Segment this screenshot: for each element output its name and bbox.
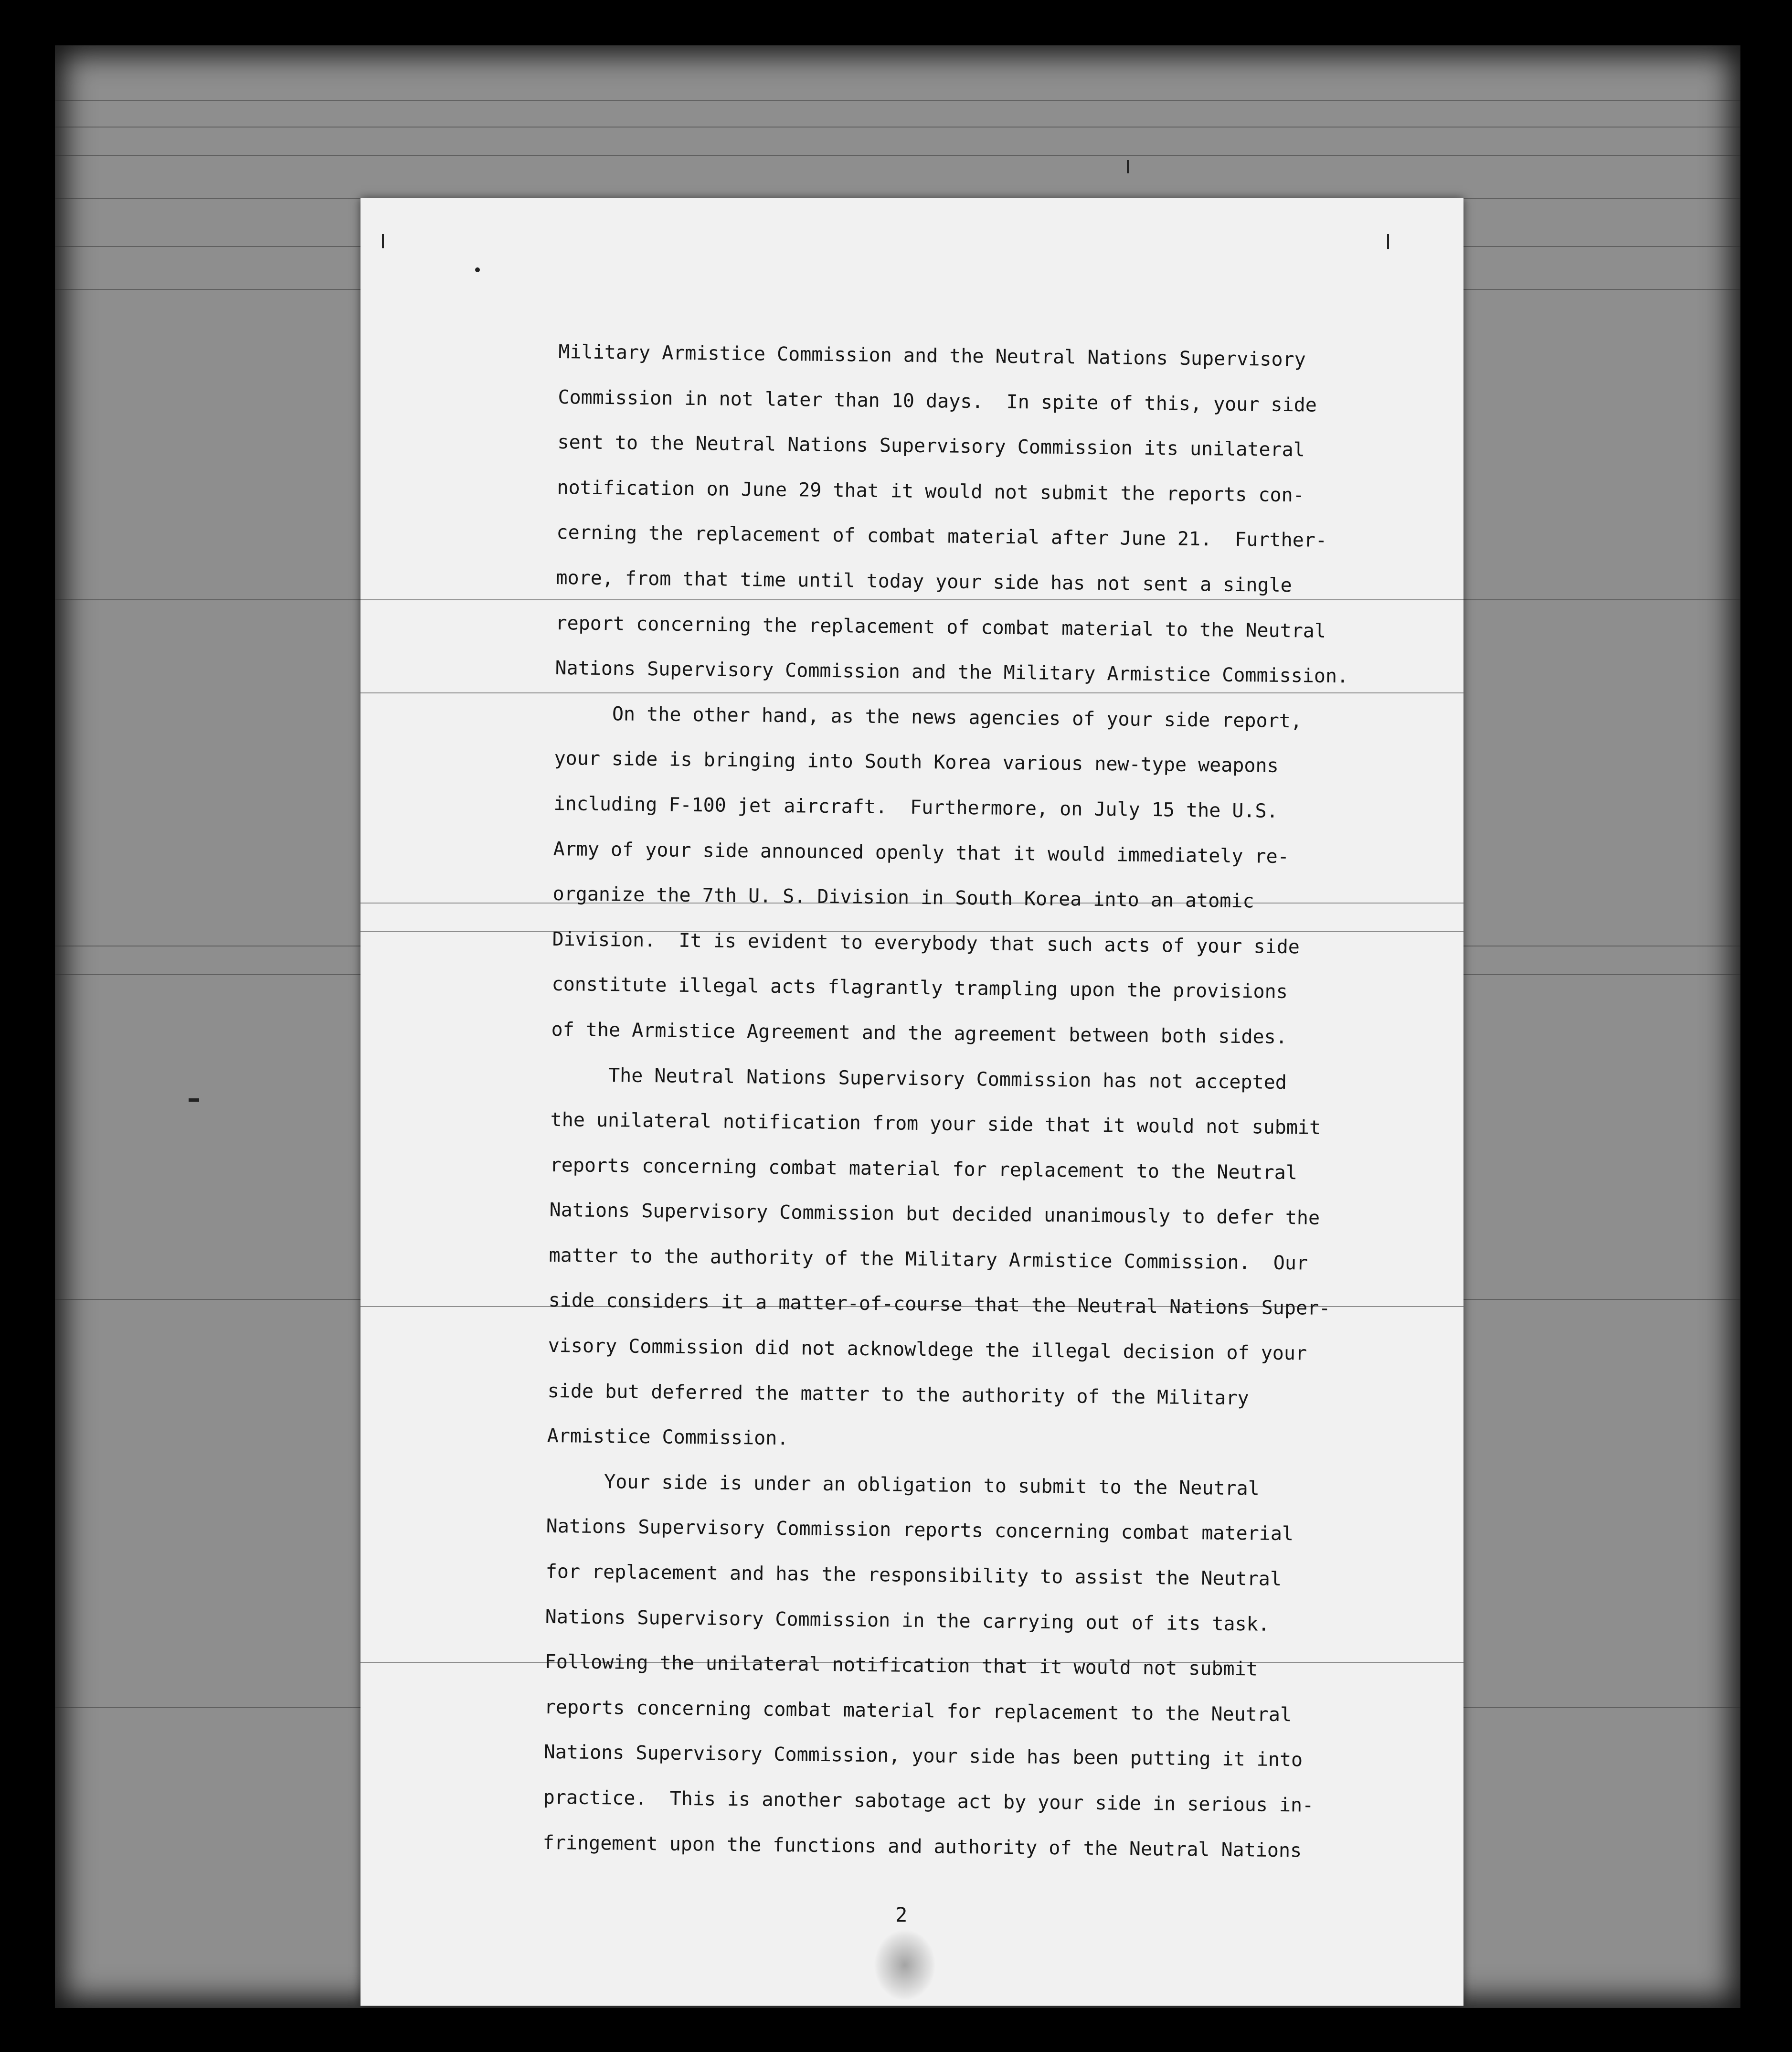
text-line: sent to the Neutral Nations Supervisory Commission its unilateral <box>557 431 1305 461</box>
text-line: side considers it a matter-of-course that the Neutral Nations Super- <box>548 1289 1331 1320</box>
ink-smudge <box>874 1929 936 2001</box>
text-line: Following the unilateral notification that it would not submit <box>544 1651 1258 1680</box>
text-line: notification on June 29 that it would not submit the reports con- <box>557 476 1305 507</box>
typed-text-body <box>542 330 1394 1874</box>
film-scratch-mark <box>1127 160 1129 173</box>
text-line: the unilateral notification from your side that it would not submit <box>550 1109 1321 1139</box>
text-line: fringement upon the functions and authority of the Neutral Nations <box>542 1831 1302 1862</box>
text-line: organize the 7th U. S. Division in South Korea into an atomic <box>552 883 1254 913</box>
text-line: The Neutral Nations Supervisory Commission has not accepted <box>551 1063 1287 1094</box>
text-line: Military Armistice Commission and the Neutral Nations Supervisory <box>558 340 1306 371</box>
text-line: your side is bringing into South Korea various new-type weapons <box>554 747 1279 777</box>
text-line: Nations Supervisory Commission and the Military Armistice Commission. <box>555 657 1349 688</box>
text-line: visory Commission did not acknowldege the illegal decision of your <box>548 1334 1307 1365</box>
text-line: including F-100 jet aircraft. Furthermore, on July 15 the U.S. <box>553 792 1278 822</box>
film-ruling-line <box>55 127 1740 128</box>
film-speck-mark <box>189 1098 199 1102</box>
text-line: Armistice Commission. <box>547 1425 789 1450</box>
film-ruling-line <box>55 155 1740 156</box>
text-line: Your side is under an obligation to submit to the Neutral <box>546 1470 1260 1500</box>
text-line: report concerning the replacement of combat material to the Neutral <box>555 612 1326 642</box>
text-line: cerning the replacement of combat material after June 21. Further- <box>556 521 1327 552</box>
text-line: reports concerning combat material for replacement to the Neutral <box>544 1696 1292 1726</box>
text-line: Nations Supervisory Commission in the carrying out of its task. <box>545 1605 1270 1636</box>
page-number: 2 <box>895 1903 908 1926</box>
text-line: practice. This is another sabotage act by your side in serious in- <box>543 1786 1314 1817</box>
text-line: Nations Supervisory Commission but decided unanimously to defer the <box>549 1199 1320 1230</box>
film-speck-mark <box>475 267 480 272</box>
text-line: Commission in not later than 10 days. In spite of this, your side <box>558 386 1317 416</box>
text-line: Army of your side announced openly that it would immediately re- <box>553 838 1290 868</box>
text-line: matter to the authority of the Military Armistice Commission. Our <box>549 1244 1308 1275</box>
text-line: Nations Supervisory Commission reports concerning combat material <box>546 1515 1294 1545</box>
text-line: of the Armistice Agreement and the agreement between both sides. <box>551 1018 1288 1048</box>
text-line: Nations Supervisory Commission, your side has been putting it into <box>543 1741 1303 1771</box>
text-line: constitute illegal acts flagrantly trampling upon the provisions <box>551 973 1288 1003</box>
text-line: for replacement and has the responsibility to assist the Neutral <box>545 1560 1282 1591</box>
text-line: more, from that time until today your side has not sent a single <box>556 566 1292 597</box>
film-scratch-mark <box>382 234 384 248</box>
text-line: side but deferred the matter to the authority of the Military <box>547 1380 1249 1409</box>
text-line: reports concerning combat material for replacement to the Neutral <box>550 1154 1298 1184</box>
text-line: On the other hand, as the news agencies of your side report, <box>554 702 1303 733</box>
film-ruling-line <box>55 100 1740 101</box>
text-line: Division. It is evident to everybody that such acts of your side <box>552 928 1300 958</box>
film-scratch-mark <box>1387 234 1389 249</box>
